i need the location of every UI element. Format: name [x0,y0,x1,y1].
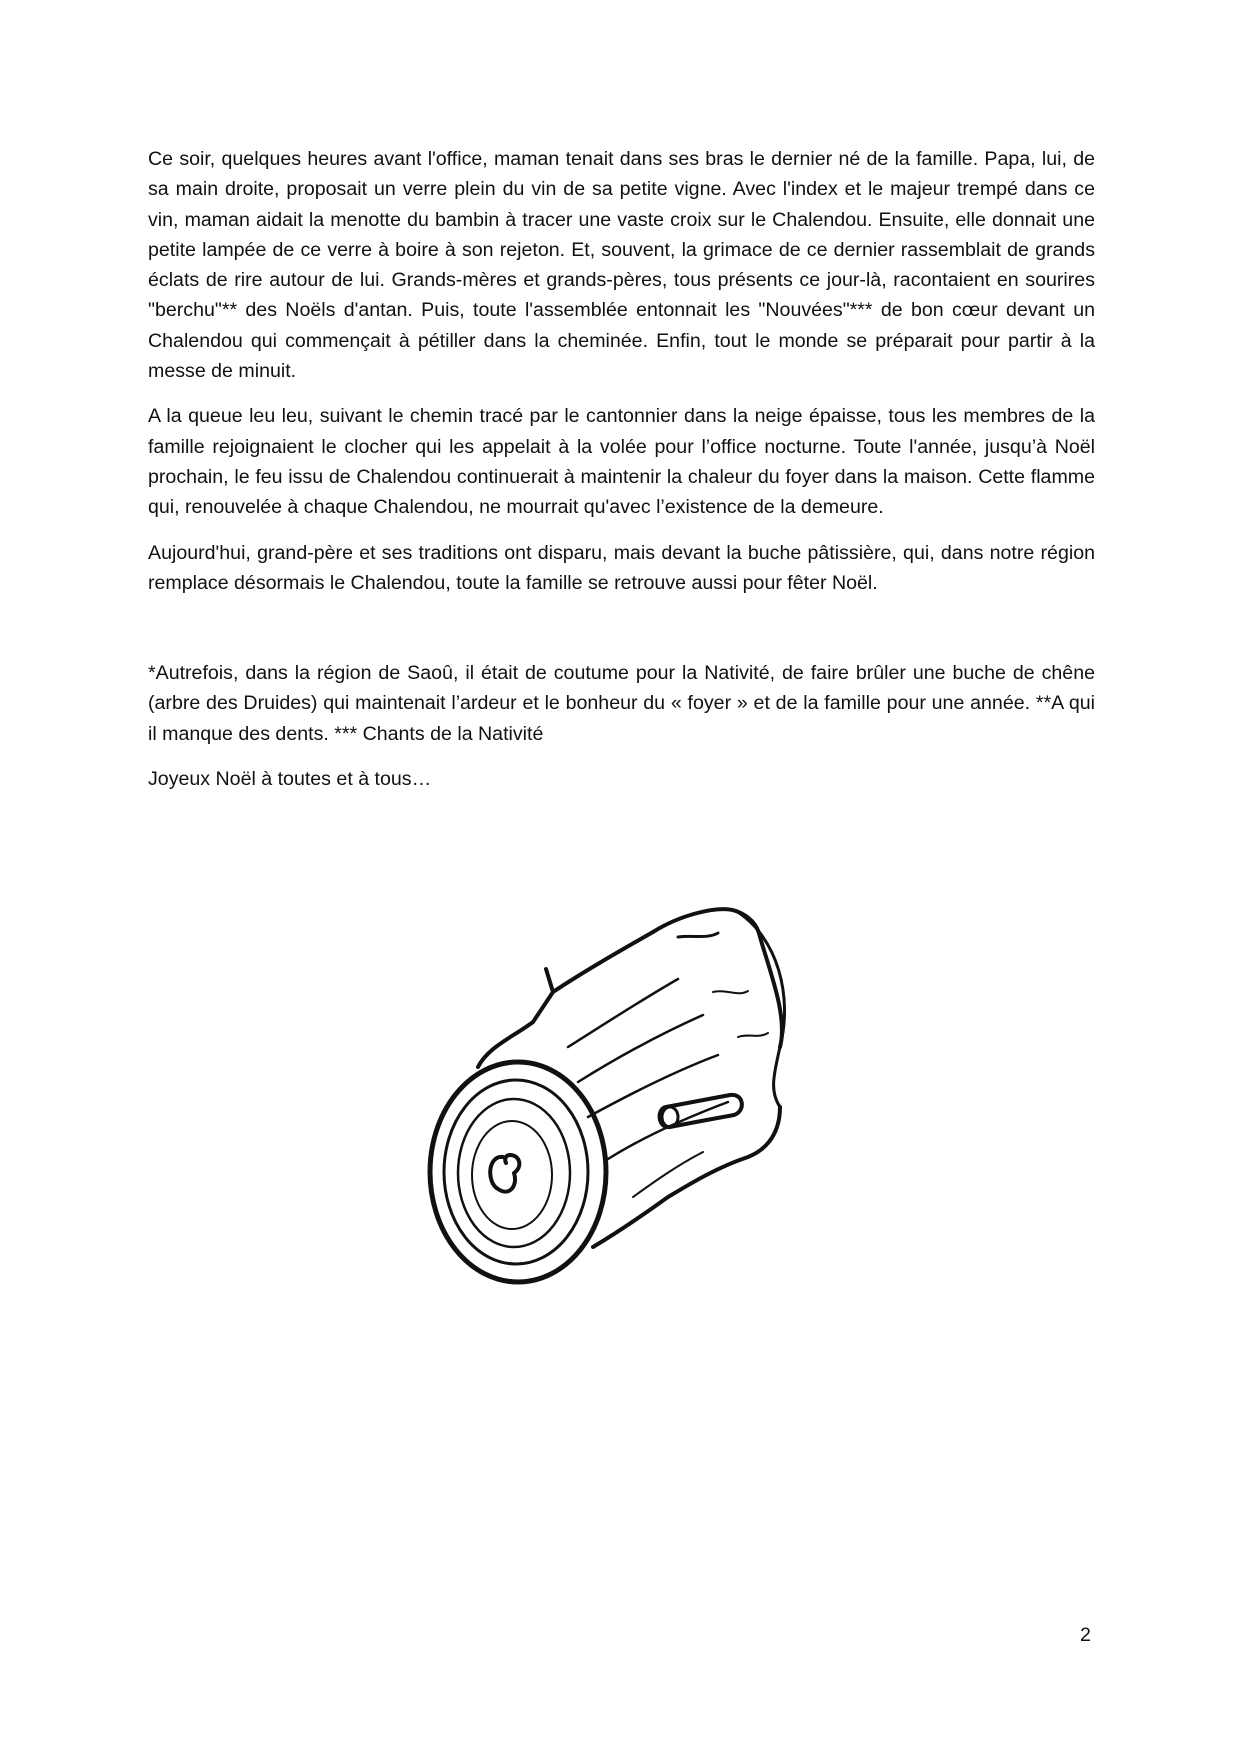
page-number: 2 [1080,1624,1091,1646]
footnote: *Autrefois, dans la région de Saoû, il était de coutume pour la Nativité, de faire brûler une buche de chêne (arbre des Druides) qui maintenait l’ardeur et le bonheur du « foyer » et de la famille pour une année. **A qui il manque des dents. *** Chants de la Nativité [148,662,1095,745]
document-body [148,144,1095,794]
greeting: Joyeux Noël à toutes et à tous… [148,768,432,791]
paragraph-today: Aujourd'hui, grand-père et ses traditions ont disparu, mais devant la buche pâtissière, qui, dans notre région remplace désormais le Chalendou, toute la famille se retrouve aussi pour fêter Noël. [148,541,1095,594]
paragraph-procession: A la queue leu leu, suivant le chemin tracé par le cantonnier dans la neige épaisse, tous les membres de la famille rejoignaient le clocher qui les appelait à la volée pour l’office nocturne. Toute l'année, jusqu’à Noël prochain, le feu issu de Chalendou continuerait à maintenir la chaleur du foyer dans la maison. Cette flamme qui, renouvelée à chaque Chalendou, ne mourrait qu'avec l’existence de la demeure. [148,405,1095,519]
yule-log-icon [418,897,818,1297]
paragraph-christmas-eve: Ce soir, quelques heures avant l'office, maman tenait dans ses bras le dernier né de la famille. Papa, lui, de sa main droite, proposait un verre plein du vin de sa petite vigne. Avec l'index et le majeur trempé dans ce vin, maman aidait la menotte du bambin à tracer une vaste croix sur le Chalendou. Ensuite, elle donnait une petite lampée de ce verre à boire à son rejeton. Et, souvent, la grimace de ce dernier rassemblait de grands éclats de rire autour de lui. Grands-mères et grands-pères, tous présents ce jour-là, racontaient en sourires "berchu"** des Noëls d'antan. Puis, toute l'assemblée entonnait les "Nouvées"*** de bon cœur devant un Chalendou qui commençait à pétiller dans la cheminée. Enfin, tout le monde se préparait pour partir à la messe de minuit. [148,148,1095,383]
